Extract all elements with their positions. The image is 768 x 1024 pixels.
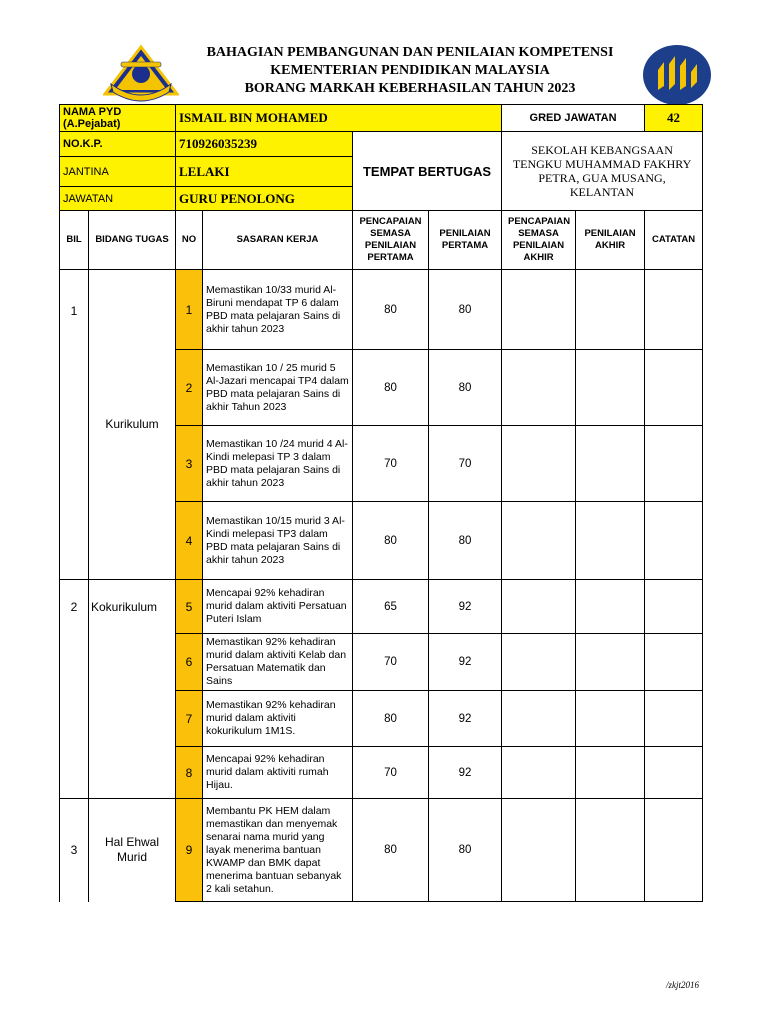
row-sasaran: Memastikan 92% kehadiran murid dalam aktiviti kokurikulum 1M1S. [203, 691, 353, 747]
header-title-line2: KEMENTERIAN PENDIDIKAN MALAYSIA [270, 63, 550, 78]
row-no: 9 [176, 799, 203, 902]
row-catatan [645, 799, 703, 902]
row-no: 7 [176, 691, 203, 747]
col-pencapaian-akhir: PENCAPAIAN SEMASA PENILAIAN AKHIR [502, 211, 576, 270]
row-sasaran: Memastikan 10 / 25 murid 5 Al-Jazari mencapai TP4 dalam PBD mata pelajaran Sains di akhir Tahun 2023 [203, 350, 353, 426]
row-no: 6 [176, 634, 203, 691]
info-row-nama [60, 105, 703, 132]
row-sasaran: Mencapai 92% kehadiran murid dalam aktiviti Persatuan Puteri Islam [203, 580, 353, 634]
row-penilaian-akhir [576, 350, 645, 426]
table-row [60, 270, 703, 350]
col-bil: BIL [60, 211, 89, 270]
row-penilaian-pertama: 80 [429, 350, 502, 426]
row-sasaran: Mencapai 92% kehadiran murid dalam aktiviti rumah Hijau. [203, 747, 353, 799]
row-catatan [645, 270, 703, 350]
jawatan-value: GURU PENOLONG [176, 187, 353, 211]
tempat-value [502, 132, 703, 211]
row-catatan [645, 747, 703, 799]
col-sasaran: SASARAN KERJA [203, 211, 353, 270]
row-penilaian-pertama: 92 [429, 691, 502, 747]
tempat-value-line3: PETRA, GUA MUSANG, [538, 171, 666, 185]
column-header-row [60, 211, 703, 270]
row-penilaian-pertama: 92 [429, 580, 502, 634]
row-penilaian-akhir [576, 747, 645, 799]
row-no: 1 [176, 270, 203, 350]
row-pencapaian-pertama: 80 [353, 799, 429, 902]
group-bidang: Kurikulum [89, 270, 176, 580]
group-bidang [89, 799, 176, 902]
col-penilaian-akhir: PENILAIAN AKHIR [576, 211, 645, 270]
row-no: 2 [176, 350, 203, 426]
group-bidang: Kokurikulum [89, 580, 176, 799]
row-sasaran: Memastikan 10/15 murid 3 Al-Kindi melepasi TP3 dalam PBD mata pelajaran Sains di akhir tahun 2023 [203, 502, 353, 580]
row-penilaian-pertama: 92 [429, 634, 502, 691]
row-penilaian-akhir [576, 799, 645, 902]
footer-code: /zkjt2016 [666, 980, 699, 990]
tempat-value-line1: SEKOLAH KEBANGSAAN [531, 143, 673, 157]
row-pencapaian-akhir [502, 502, 576, 580]
row-pencapaian-pertama: 70 [353, 747, 429, 799]
row-no: 8 [176, 747, 203, 799]
row-catatan [645, 634, 703, 691]
row-penilaian-pertama: 80 [429, 270, 502, 350]
row-pencapaian-pertama: 80 [353, 270, 429, 350]
row-catatan [645, 580, 703, 634]
nokp-value: 710926035239 [176, 132, 353, 157]
nama-label: NAMA PYD (A.Pejabat) [60, 105, 176, 132]
row-catatan [645, 502, 703, 580]
row-pencapaian-akhir [502, 580, 576, 634]
col-pencapaian-pertama: PENCAPAIAN SEMASA PENILAIAN PERTAMA [353, 211, 429, 270]
col-catatan: CATATAN [645, 211, 703, 270]
row-pencapaian-pertama: 80 [353, 502, 429, 580]
table-row [60, 799, 703, 902]
row-penilaian-akhir [576, 691, 645, 747]
row-pencapaian-akhir [502, 634, 576, 691]
row-catatan [645, 426, 703, 502]
row-pencapaian-pertama: 70 [353, 634, 429, 691]
row-catatan [645, 350, 703, 426]
tempat-label: TEMPAT BERTUGAS [353, 132, 502, 211]
col-no: NO [176, 211, 203, 270]
row-penilaian-akhir [576, 270, 645, 350]
row-pencapaian-pertama: 65 [353, 580, 429, 634]
gred-label: GRED JAWATAN [502, 105, 645, 132]
group-bil: 2 [60, 580, 89, 799]
row-penilaian-pertama: 92 [429, 747, 502, 799]
row-pencapaian-pertama: 80 [353, 350, 429, 426]
row-no: 4 [176, 502, 203, 580]
tempat-value-line4: KELANTAN [569, 185, 635, 199]
jantina-value: LELAKI [176, 157, 353, 187]
row-no: 3 [176, 426, 203, 502]
jawatan-label: JAWATAN [60, 187, 176, 211]
row-sasaran: Memastikan 10/33 murid Al-Biruni mendapat TP 6 dalam PBD mata pelajaran Sains di akhir tahun 2023 [203, 270, 353, 350]
tempat-value-line2: TENGKU MUHAMMAD FAKHRY [512, 157, 692, 171]
assessment-table [59, 104, 703, 902]
table-row [60, 580, 703, 634]
row-pencapaian-akhir [502, 350, 576, 426]
header-title-line1: BAHAGIAN PEMBANGUNAN DAN PENILAIAN KOMPETENSI [206, 45, 614, 60]
row-pencapaian-akhir [502, 270, 576, 350]
row-penilaian-akhir [576, 580, 645, 634]
row-sasaran: Memastikan 10 /24 murid 4 Al-Kindi melepasi TP 3 dalam PBD mata pelajaran Sains di akhir tahun 2023 [203, 426, 353, 502]
row-pencapaian-pertama: 70 [353, 426, 429, 502]
group-bil: 1 [60, 270, 89, 580]
row-no: 5 [176, 580, 203, 634]
col-penilaian-pertama: PENILAIAN PERTAMA [429, 211, 502, 270]
row-penilaian-pertama: 70 [429, 426, 502, 502]
row-pencapaian-akhir [502, 799, 576, 902]
row-penilaian-pertama: 80 [429, 502, 502, 580]
ministry-logo [642, 44, 712, 106]
row-catatan [645, 691, 703, 747]
header-title-line3: BORANG MARKAH KEBERHASILAN TAHUN 2023 [244, 81, 576, 96]
row-pencapaian-pertama: 80 [353, 691, 429, 747]
info-row-nokp [60, 132, 703, 157]
col-bidang: BIDANG TUGAS [89, 211, 176, 270]
nama-value: ISMAIL BIN MOHAMED [176, 105, 502, 132]
school-crest-logo [103, 44, 179, 102]
page-header [0, 0, 768, 104]
group-bil: 3 [60, 799, 89, 902]
jantina-label: JANTINA [60, 157, 176, 187]
row-pencapaian-akhir [502, 691, 576, 747]
group-bidang-line1: Hal Ehwal [104, 835, 160, 850]
row-penilaian-akhir [576, 502, 645, 580]
gred-value: 42 [645, 105, 703, 132]
row-pencapaian-akhir [502, 426, 576, 502]
row-penilaian-akhir [576, 426, 645, 502]
row-pencapaian-akhir [502, 747, 576, 799]
nokp-label: NO.K.P. [60, 132, 176, 157]
row-penilaian-akhir [576, 634, 645, 691]
row-sasaran: Membantu PK HEM dalam memastikan dan menyemak senarai nama murid yang layak menerima bantuan KWAMP dan BMK dapat menerima bantuan sebanyak 2 kali setahun. [203, 799, 353, 902]
row-penilaian-pertama: 80 [429, 799, 502, 902]
row-sasaran: Memastikan 92% kehadiran murid dalam aktiviti Kelab dan Persatuan Matematik dan Sains [203, 634, 353, 691]
group-bidang-line2: Murid [116, 850, 147, 865]
